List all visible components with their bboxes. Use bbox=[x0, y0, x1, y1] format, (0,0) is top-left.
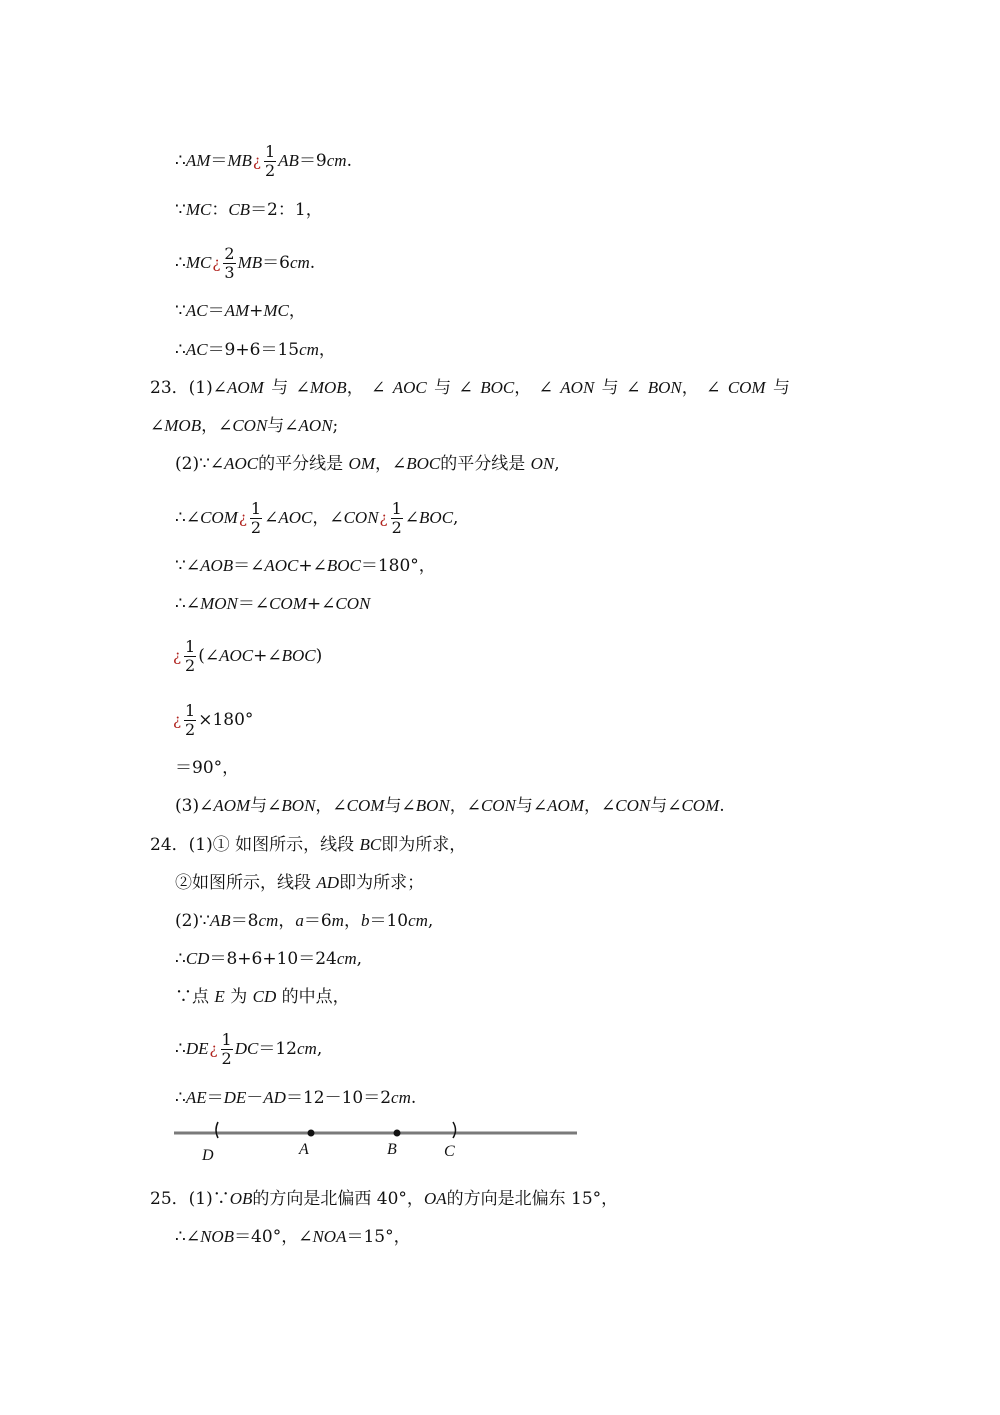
placeholder-glyph: ¿ bbox=[238, 509, 247, 527]
fraction: $\frac{1}{2}$ bbox=[221, 1030, 232, 1068]
placeholder-glyph: ¿ bbox=[212, 254, 221, 272]
placeholder-glyph: ¿ bbox=[173, 711, 182, 729]
proof-line-11: ∴∠MON＝∠COM+∠CON bbox=[175, 594, 371, 614]
proof-line-20: ∵点 E 为 CD 的中点， bbox=[175, 987, 350, 1007]
label-a: A bbox=[299, 1141, 309, 1158]
problem-23-part-1: 23．(1)∠AOM 与 ∠MOB， ∠ AOC 与 ∠ BOC， ∠ AON 与 ∠ BON， ∠ COM 与 bbox=[150, 378, 790, 398]
proof-line-5: ∴AC＝9+6＝15cm， bbox=[175, 340, 336, 360]
arc-mark-c bbox=[453, 1122, 456, 1138]
proof-line-9: ∴∠COM¿ $\frac{1}{2}$ ∠AOC，∠CON¿ $\frac{1}{2}$ ∠BOC, bbox=[175, 499, 459, 537]
label-c: C bbox=[444, 1143, 455, 1160]
proof-line-21: ∴DE¿ $\frac{1}{2}$ DC＝12cm, bbox=[175, 1030, 323, 1068]
problem-25-part-1: 25．(1)∵OB的方向是北偏西 40°，OA的方向是北偏东 15°， bbox=[150, 1189, 619, 1209]
placeholder-glyph: ¿ bbox=[379, 509, 388, 527]
point-a bbox=[308, 1130, 315, 1137]
proof-line-12: ¿ $\frac{1}{2}$ (∠AOC+∠BOC) bbox=[173, 637, 323, 675]
segment-figure bbox=[172, 1118, 582, 1168]
placeholder-glyph: ¿ bbox=[209, 1040, 218, 1058]
fraction: $\frac{1}{2}$ bbox=[185, 701, 196, 739]
proof-line-10: ∵∠AOB＝∠AOC+∠BOC＝180°， bbox=[175, 556, 436, 576]
fraction: $\frac{1}{2}$ bbox=[391, 499, 402, 537]
problem-23-part-2: (2)∵∠AOC的平分线是 OM，∠BOC的平分线是 ON, bbox=[175, 454, 560, 474]
placeholder-glyph: ¿ bbox=[173, 647, 182, 665]
problem-24-part-1: 24．(1)① 如图所示，线段 BC即为所求， bbox=[150, 835, 467, 855]
proof-line-1: ∴AM＝MB¿ $\frac{1}{2}$ AB＝9cm. bbox=[175, 142, 352, 180]
problem-24-part-2: (2)∵AB＝8cm，a＝6m，b＝10cm, bbox=[175, 911, 434, 931]
problem-23-part-1-cont: ∠MOB，∠CON与∠AON; bbox=[150, 416, 339, 436]
proof-line-2: ∵MC：CB＝2：1， bbox=[175, 200, 323, 220]
arc-mark-d bbox=[216, 1122, 218, 1138]
proof-line-19: ∴CD＝8+6+10＝24cm, bbox=[175, 949, 363, 969]
proof-line-4: ∵AC＝AM+MC， bbox=[175, 301, 306, 321]
problem-23-part-3: (3)∠AOM与∠BON，∠COM与∠BON，∠CON与∠AOM，∠CON与∠COM. bbox=[175, 796, 725, 816]
label-d: D bbox=[202, 1147, 214, 1164]
proof-line-24: ∴∠NOB＝40°，∠NOA＝15°， bbox=[175, 1227, 411, 1247]
fraction: $\frac{1}{2}$ bbox=[185, 637, 196, 675]
fraction: $\frac{2}{3}$ bbox=[224, 244, 235, 282]
proof-line-3: ∴MC¿ $\frac{2}{3}$ MB＝6cm. bbox=[175, 244, 316, 282]
placeholder-glyph: ¿ bbox=[252, 152, 261, 170]
proof-line-13: ¿ $\frac{1}{2}$ ×180° bbox=[173, 701, 254, 739]
problem-24-part-1-b: ②如图所示，线段 AD即为所求； bbox=[175, 873, 425, 893]
proof-line-14: ＝90°， bbox=[175, 758, 240, 778]
label-b: B bbox=[387, 1141, 397, 1158]
point-b bbox=[394, 1130, 401, 1137]
proof-line-22: ∴AE＝DE－AD＝12－10＝2cm. bbox=[175, 1088, 417, 1108]
fraction: $\frac{1}{2}$ bbox=[264, 142, 276, 180]
fraction: $\frac{1}{2}$ bbox=[250, 499, 262, 537]
